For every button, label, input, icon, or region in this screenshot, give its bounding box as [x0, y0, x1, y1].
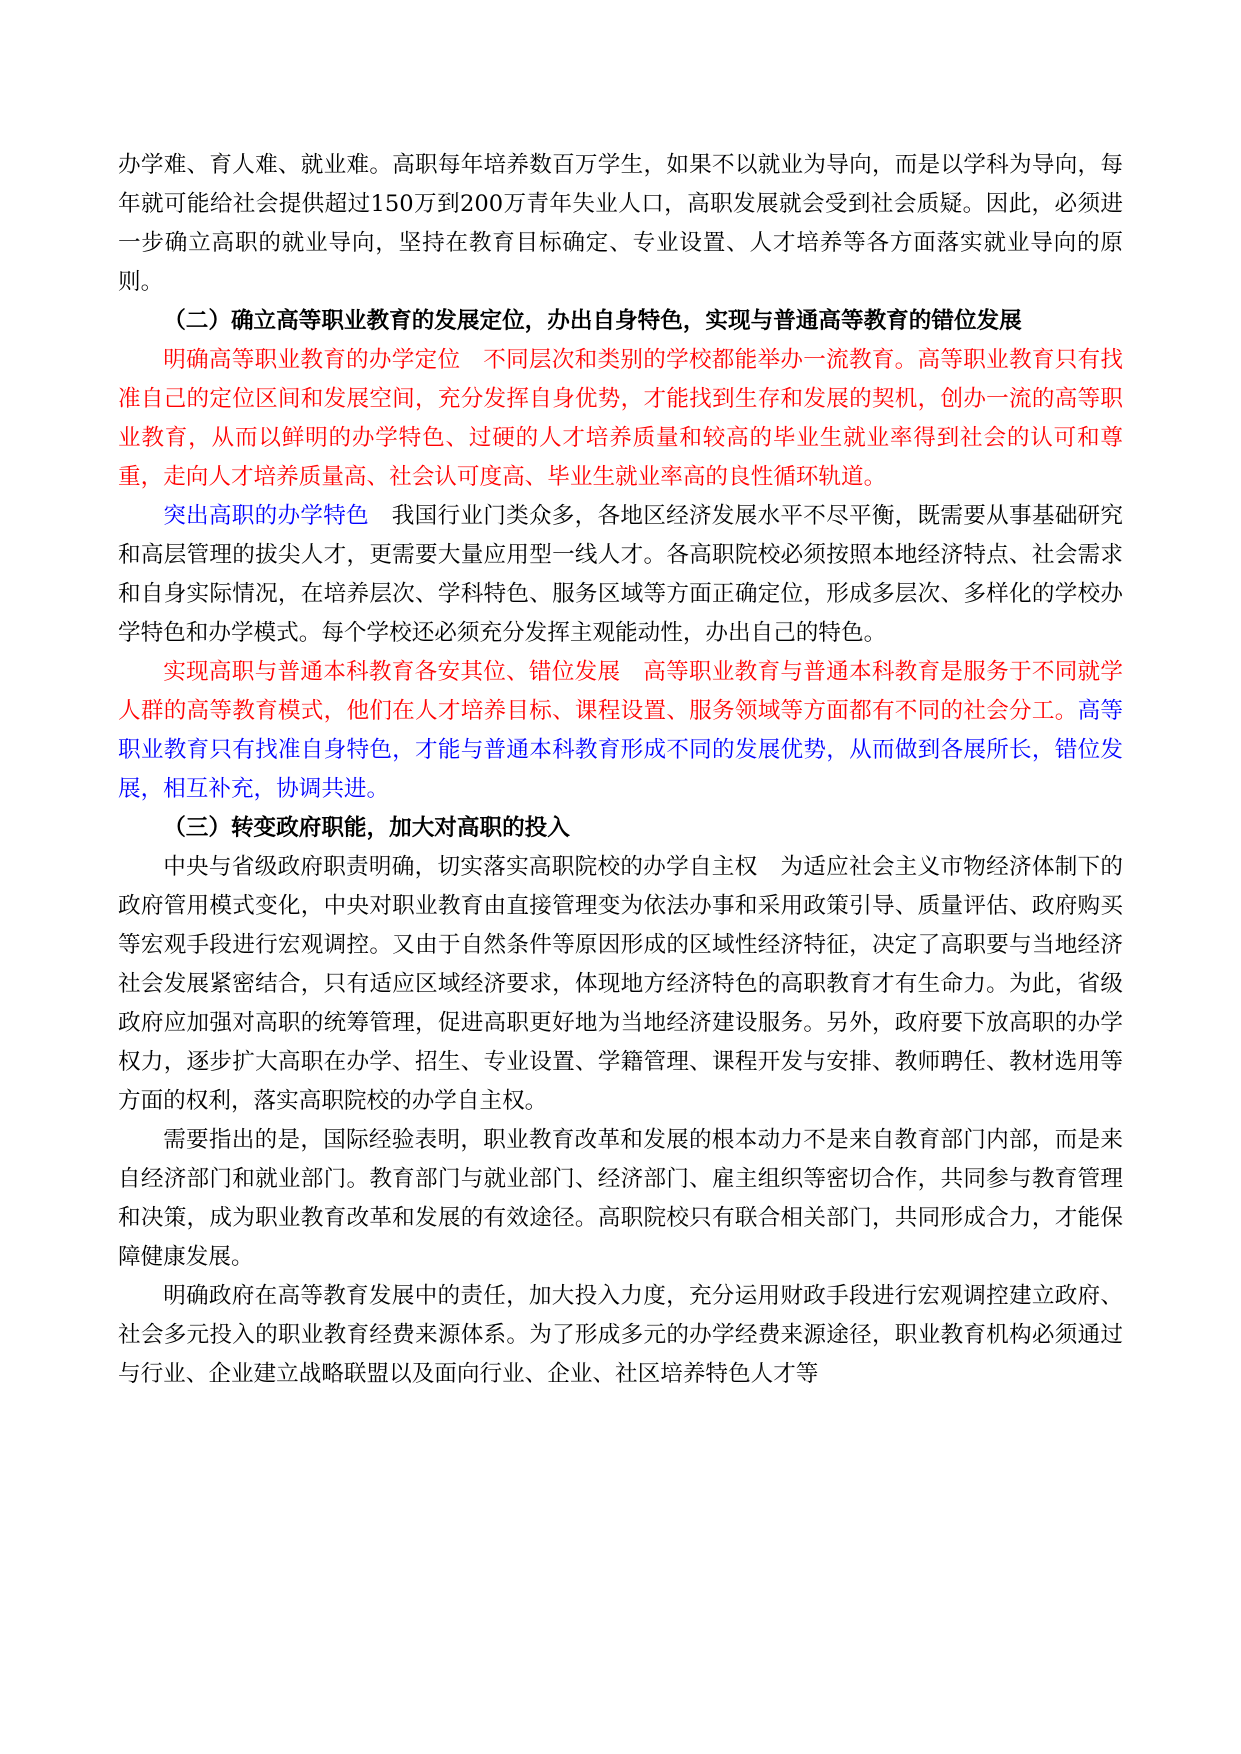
paragraph-differentiation — [118, 653, 1123, 809]
paragraph-positioning-body: 不同层次和类别的学校都能举办一流教育。高等职业教育只有找准自己的定位区间和发展空间，充分发挥自身优势，才能找到生存和发展的契机，创办一流的高等职业教育，从而以鲜明的办学特色、过硬的人才培养质量和较高的毕业生就业率得到社会的认可和尊重，走向人才培养质量高、社会认可度高、毕业生就业率高的良性循环轨道。 — [118, 347, 1124, 490]
paragraph-positioning — [118, 341, 1123, 497]
paragraph-differentiation-blue: 高等职业教育只有找准自身特色，才能与普通本科教育形成不同的发展优势，从而做到各展所长，错位发展，相互补充，协调共进。 — [118, 698, 1124, 802]
paragraph-differentiation-lead: 实现高职与普通本科教育各安其位、错位发展 — [163, 659, 621, 685]
paragraph-characteristics-lead: 突出高职的办学特色 — [163, 503, 369, 529]
paragraph-characteristics-body: 我国行业门类众多，各地区经济发展水平不尽平衡，既需要从事基础研究和高层管理的拔尖人才，更需要大量应用型一线人才。各高职院校必须按照本地经济特点、社会需求和自身实际情况，在培养层次、学科特色、服务区域等方面正确定位，形成多层次、多样化的学校办学特色和办学模式。每个学校还必须充分发挥主观能动性，办出自己的特色。 — [118, 503, 1124, 646]
paragraph-government — [118, 848, 1123, 1121]
paragraph-differentiation-red: 高等职业教育与普通本科教育是服务于不同就学人群的高等教育模式，他们在人才培养目标、课程设置、服务领域等方面都有不同的社会分工。 — [118, 659, 1124, 724]
paragraph-characteristics — [118, 497, 1123, 653]
paragraph-international: 需要指出的是，国际经验表明，职业教育改革和发展的根本动力不是来自教育部门内部，而是来自经济部门和就业部门。教育部门与就业部门、经济部门、雇主组织等密切合作，共同参与教育管理和决策，成为职业教育改革和发展的有效途径。高职院校只有联合相关部门，共同形成合力，才能保障健康发展。 — [118, 1127, 1123, 1270]
document-page — [118, 146, 1123, 1394]
paragraph-positioning-lead: 明确高等职业教育的办学定位 — [163, 347, 461, 373]
section-heading-2: （二）确立高等职业教育的发展定位，办出自身特色，实现与普通高等教育的错位发展 — [163, 308, 1022, 334]
paragraph-employment: 办学难、育人难、就业难。高职每年培养数百万学生，如果不以就业为导向，而是以学科为导向，每年就可能给社会提供超过150万到200万青年失业人口，高职发展就会受到社会质疑。因此，必须进一步确立高职的就业导向，坚持在教育目标确定、专业设置、人才培养等各方面落实就业导向的原则。 — [118, 152, 1123, 295]
section-heading-3: （三）转变政府职能，加大对高职的投入 — [163, 815, 570, 841]
paragraph-government-lead: 中央与省级政府职责明确，切实落实高职院校的办学自主权 — [163, 854, 758, 880]
paragraph-investment: 明确政府在高等教育发展中的责任，加大投入力度，充分运用财政手段进行宏观调控建立政府、社会多元投入的职业教育经费来源体系。为了形成多元的办学经费来源途径，职业教育机构必须通过与行业、企业建立战略联盟以及面向行业、企业、社区培养特色人才等 — [118, 1283, 1123, 1387]
paragraph-government-body: 为适应社会主义市物经济体制下的政府管用模式变化，中央对职业教育由直接管理变为依法办事和采用政策引导、质量评估、政府购买等宏观手段进行宏观调控。又由于自然条件等原因形成的区域性经济特征，决定了高职要与当地经济社会发展紧密结合，只有适应区域经济要求，体现地方经济特色的高职教育才有生命力。为此，省级政府应加强对高职的统筹管理，促进高职更好地为当地经济建设服务。另外，政府要下放高职的办学权力，逐步扩大高职在办学、招生、专业设置、学籍管理、课程开发与安排、教师聘任、教材选用等方面的权利，落实高职院校的办学自主权。 — [118, 854, 1124, 1114]
